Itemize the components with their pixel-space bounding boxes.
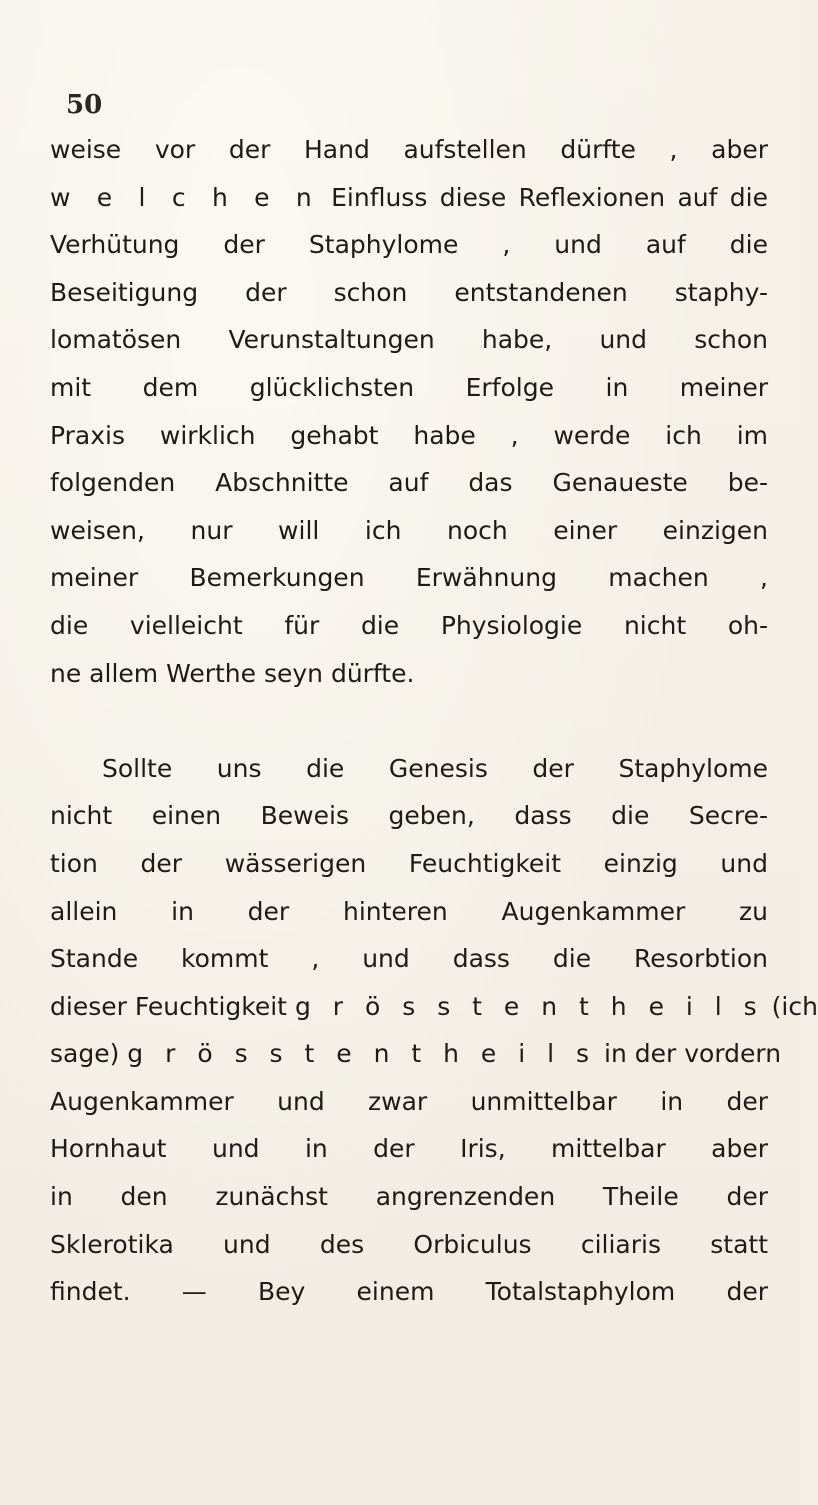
text-line: Augenkammer und zwar unmittelbar in der [50, 1086, 768, 1116]
text-line: Praxis wirklich gehabt habe , werde ich im [50, 420, 768, 450]
text-line: folgenden Abschnitte auf das Genaueste be- [50, 468, 768, 498]
body-text [50, 126, 818, 1316]
emphasized-word: g r ö s s t e n t h e i l s [294, 991, 764, 1021]
text-line: mit dem glücklichsten Erfolge in meiner [50, 372, 768, 402]
emphasized-word: g r ö s s t e n t h e i l s [127, 1039, 597, 1069]
text-line: die vielleicht für die Physiologie nicht oh- [50, 610, 768, 640]
text-line: Sklerotika und des Orbiculus ciliaris statt [50, 1229, 768, 1259]
page-number: 50 [66, 90, 103, 120]
paragraph-gap [50, 697, 778, 745]
text-line: Stande kommt , und dass die Resorbtion [50, 944, 768, 974]
text-line: allein in der hinteren Augenkammer zu [50, 896, 768, 926]
text-line: findet. — Bey einem Totalstaphylom der [50, 1277, 768, 1307]
text-line: ne allem Werthe seyn dürfte. [50, 658, 415, 688]
text-line: lomatösen Verunstaltungen habe, und schon [50, 325, 768, 355]
emphasized-word: w e l c h e n [50, 182, 319, 212]
text-line: Sollte uns die Genesis der Staphylome [102, 753, 768, 783]
text-line: weise vor der Hand aufstellen dürfte , aber [50, 135, 768, 164]
text-line: weisen, nur will ich noch einer einzigen [50, 515, 768, 545]
text-line: dieser Feuchtigkeit g r ö s s t e n t h e i l s (ich [50, 991, 818, 1021]
text-line: Beseitigung der schon entstandenen staphy- [50, 277, 768, 307]
text-line: tion der wässerigen Feuchtigkeit einzig und [50, 848, 768, 878]
text-line: in den zunächst angrenzenden Theile der [50, 1182, 768, 1212]
text-line: meiner Bemerkungen Erwähnung machen , [50, 563, 768, 593]
text-line: nicht einen Beweis geben, dass die Secre- [50, 801, 768, 831]
text-line: sage) g r ö s s t e n t h e i l s in der vordern [50, 1039, 782, 1069]
text-line: Hornhaut und in der Iris, mittelbar aber [50, 1134, 768, 1164]
text-line: Verhütung der Staphylome , und auf die [50, 230, 768, 260]
text-line: w e l c h e n Einfluss diese Reflexionen auf die [50, 182, 768, 212]
